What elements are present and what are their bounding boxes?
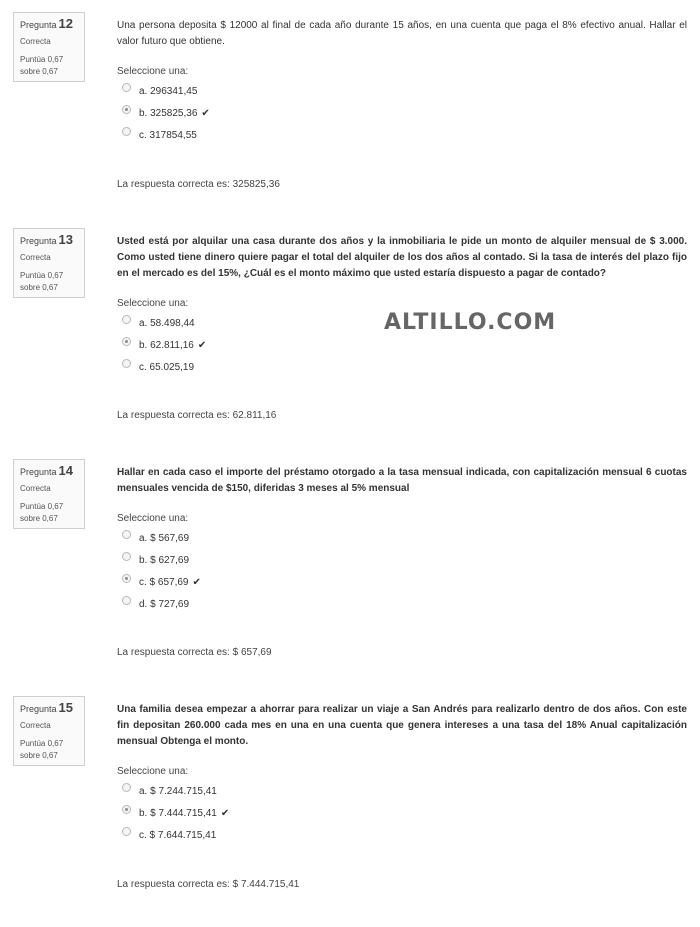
checkmark-icon: ✔: [197, 339, 207, 351]
question-label: Pregunta: [20, 704, 57, 714]
answer-label: d. $ 727,69: [139, 598, 190, 610]
question-content: [117, 18, 687, 146]
radio-button[interactable]: [122, 315, 131, 324]
answer-option[interactable]: [117, 593, 687, 615]
grade-line-1: Puntúa 0,67: [20, 739, 64, 748]
answer-option[interactable]: [117, 824, 687, 846]
answer-label: c. $ 657,69: [139, 576, 189, 588]
answer-label: b. $ 7.444.715,41: [139, 807, 217, 819]
checkmark-icon: ✔: [201, 107, 210, 119]
answer-option[interactable]: [117, 124, 687, 146]
radio-button[interactable]: [122, 83, 131, 92]
answer-label: c. 65.025,19: [139, 361, 195, 373]
answer-option[interactable]: [117, 780, 687, 802]
question-label: Pregunta: [20, 20, 57, 30]
radio-button-selected[interactable]: [122, 805, 131, 814]
checkmark-icon: ✔: [220, 807, 230, 819]
answer-option[interactable]: [117, 549, 687, 571]
question-text: Una familia desea empezar a ahorrar para realizar un viaje a San Andrés para realizarlo dentro de dos años. Con este fin depositan 260.000 cada mes en una en una cuenta que genera intereses a una tasa del 18% Anual capitalización mensual Obtenga el monto.: [117, 704, 687, 747]
question-text: Una persona deposita $ 12000 al final de cada año durante 15 años, en una cuenta que paga el 8% efectivo anual. Hallar el valor futuro que obtiene.: [117, 20, 687, 47]
radio-button-selected[interactable]: [122, 337, 131, 346]
answer-list: [117, 780, 687, 846]
grade-line-1: Puntúa 0,67: [20, 271, 64, 280]
answer-label: c. 317854,55: [139, 129, 197, 141]
correct-answer-feedback: La respuesta correcta es: $ 657,69: [117, 647, 272, 658]
correct-answer-feedback: La respuesta correcta es: 325825,36: [117, 179, 280, 190]
checkmark-icon: ✔: [192, 576, 201, 588]
correct-answer-feedback: La respuesta correcta es: $ 7.444.715,41: [117, 879, 300, 890]
question-number: 12: [58, 16, 73, 31]
radio-button[interactable]: [122, 127, 131, 136]
answer-list: [117, 527, 687, 615]
answer-option[interactable]: [117, 527, 687, 549]
answer-label: b. $ 627,69: [139, 554, 190, 566]
question-grade: [20, 738, 78, 762]
question-state: Correcta: [20, 37, 51, 46]
question-grade: [20, 54, 78, 78]
radio-button-selected[interactable]: [122, 105, 131, 114]
question-text: Usted está por alquilar una casa durante dos años y la inmobiliaria le pide un monto de alquiler mensual de $ 3.000. Como usted tiene dinero quiere pagar el total del alquiler de los dos años al contado. Si la tasa de interés del plazo fijo en el mercado es del 15%, ¿Cuál es el monto máximo que usted estaría dispuesto a pagar de contado?: [117, 236, 687, 279]
answer-option[interactable]: [117, 356, 687, 378]
question-content: [117, 465, 687, 615]
radio-button[interactable]: [122, 530, 131, 539]
question-title: [20, 465, 78, 478]
question-state: Correcta: [20, 253, 51, 262]
question-number: 15: [58, 700, 73, 715]
select-prompt: Seleccione una:: [117, 513, 189, 524]
question-number: 14: [58, 463, 73, 478]
answer-label: b. 62.811,16: [139, 339, 194, 351]
answer-label: b. 325825,36: [139, 107, 198, 119]
question-label: Pregunta: [20, 467, 57, 477]
answer-option[interactable]: [117, 102, 687, 124]
radio-button-selected[interactable]: [122, 574, 131, 583]
question-content: [117, 234, 687, 378]
answer-list: [117, 80, 687, 146]
grade-line-2: sobre 0,67: [20, 751, 58, 760]
answer-label: a. 296341,45: [139, 85, 198, 97]
question-info: [13, 696, 85, 766]
radio-button[interactable]: [122, 596, 131, 605]
answer-option[interactable]: [117, 334, 687, 356]
grade-line-2: sobre 0,67: [20, 514, 58, 523]
question-state: Correcta: [20, 721, 51, 730]
question-grade: [20, 270, 78, 294]
radio-button[interactable]: [122, 359, 131, 368]
radio-button[interactable]: [122, 552, 131, 561]
question-info: [13, 228, 85, 298]
grade-line-1: Puntúa 0,67: [20, 502, 64, 511]
answer-option[interactable]: [117, 802, 687, 824]
radio-button[interactable]: [122, 783, 131, 792]
select-prompt: Seleccione una:: [117, 66, 189, 77]
answer-label: a. 58.498,44: [139, 317, 195, 329]
question-info: [13, 12, 85, 82]
question-label: Pregunta: [20, 236, 57, 246]
question-info: [13, 459, 85, 529]
question-grade: [20, 501, 78, 525]
question-text: Hallar en cada caso el importe del préstamo otorgado a la tasa mensual indicada, con capitalización mensual 6 cuotas mensuales vencida de $150, diferidas 3 meses al 5% mensual: [117, 467, 687, 494]
grade-line-2: sobre 0,67: [20, 67, 58, 76]
answer-label: a. $ 7.244.715,41: [139, 785, 217, 797]
select-prompt: Seleccione una:: [117, 298, 189, 309]
grade-line-2: sobre 0,67: [20, 283, 58, 292]
grade-line-1: Puntúa 0,67: [20, 55, 64, 64]
question-number: 13: [58, 232, 73, 247]
question-title: [20, 18, 78, 31]
answer-label: c. $ 7.644.715,41: [139, 829, 217, 841]
answer-option[interactable]: [117, 80, 687, 102]
question-content: [117, 702, 687, 846]
correct-answer-feedback: La respuesta correcta es: 62.811,16: [117, 410, 277, 421]
question-title: [20, 234, 78, 247]
question-state: Correcta: [20, 484, 51, 493]
question-title: [20, 702, 78, 715]
answer-option[interactable]: [117, 571, 687, 593]
select-prompt: Seleccione una:: [117, 766, 189, 777]
answer-label: a. $ 567,69: [139, 532, 190, 544]
radio-button[interactable]: [122, 827, 131, 836]
watermark: ALTILLO.COM: [384, 310, 557, 335]
